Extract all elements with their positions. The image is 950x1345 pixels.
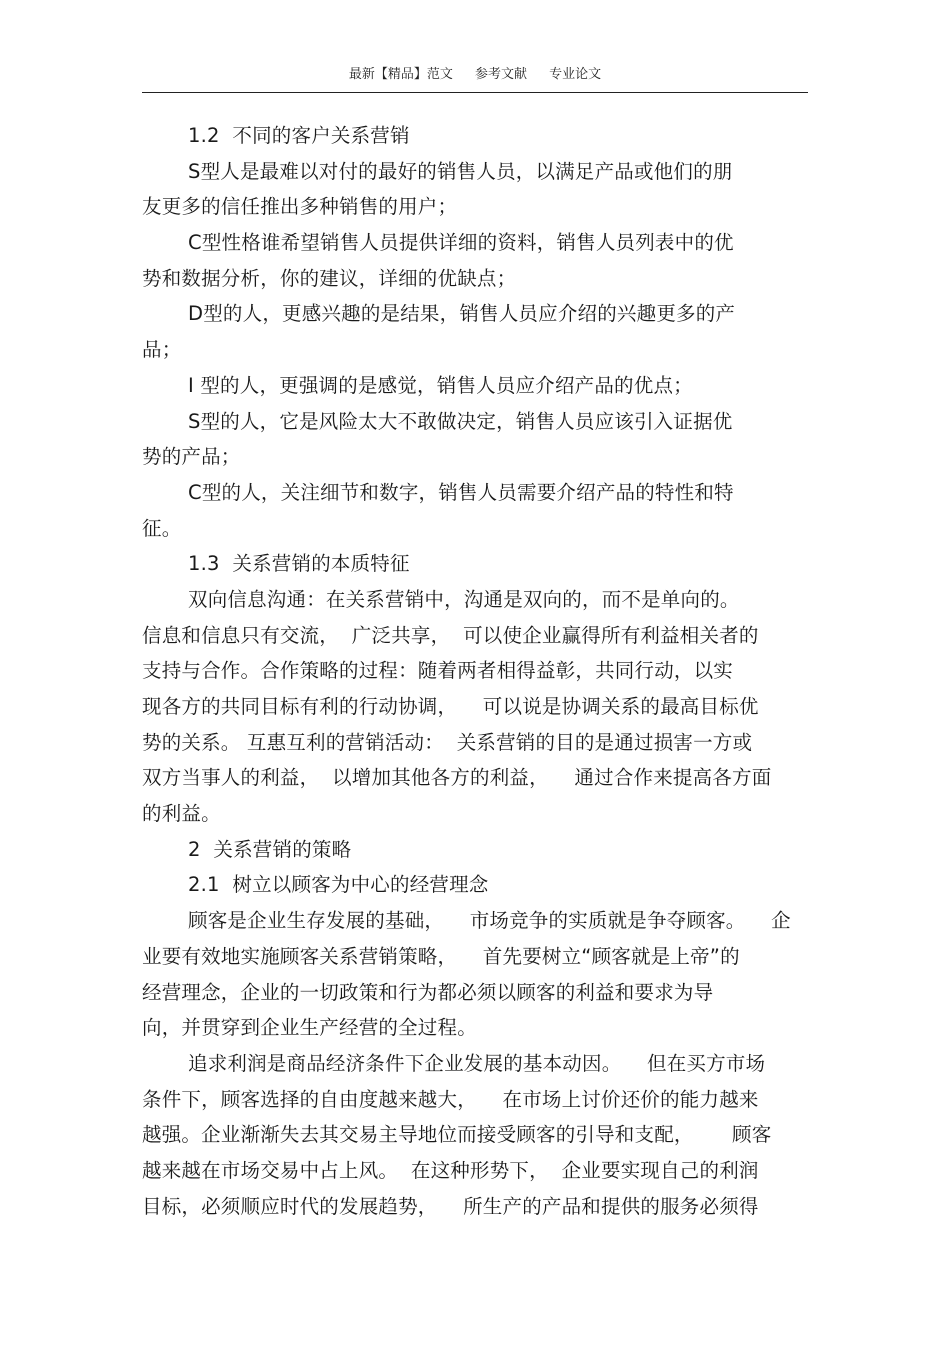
text-line: C型性格谁希望销售人员提供详细的资料，销售人员列表中的优 (188, 231, 734, 255)
text-line: 势的关系。 互惠互利的营销活动： 关系营销的目的是通过损害一方或 (142, 730, 753, 754)
header-item-latest: 最新【精品】范文 (348, 67, 453, 82)
text-line: 双向信息沟通：在关系营销中，沟通是双向的，而不是单向的。 (188, 587, 740, 611)
page-header (142, 64, 808, 93)
text-line: 1.2 不同的客户关系营销 (188, 124, 410, 147)
text-line: 势的产品； (142, 445, 241, 469)
header-item-references: 参考文献 (474, 67, 527, 82)
text-line: 向，并贯穿到企业生产经营的全过程。 (142, 1016, 477, 1040)
header-item-papers: 专业论文 (549, 67, 602, 82)
text-line: C型的人，关注细节和数字，销售人员需要介绍产品的特性和特 (188, 480, 734, 504)
text-line: 支持与合作。合作策略的过程：随着两者相得益彰，共同行动，以实 (142, 659, 734, 683)
text-line: 品； (142, 338, 182, 362)
text-line: 友更多的信任推出多种销售的用户； (142, 195, 458, 219)
text-line: S型的人，它是风险太大不敢做决定，销售人员应该引入证据优 (188, 409, 733, 433)
text-line: I 型的人，更强调的是感觉，销售人员应介绍产品的优点； (188, 373, 693, 397)
text-line: 经营理念，企业的一切政策和行为都必须以顾客的利益和要求为导 (142, 980, 714, 1004)
text-line: 现各方的共同目标有利的行动协调， 可以说是协调关系的最高目标优 (142, 695, 759, 718)
text-line: 2 关系营销的策略 (188, 837, 352, 861)
text-line: 1.3 关系营销的本质特征 (188, 552, 410, 576)
text-line: 征。 (142, 516, 182, 540)
text-line: 越强。企业渐渐失去其交易主导地位而接受顾客的引导和支配， 顾客 (142, 1123, 772, 1147)
text-line: 信息和信息只有交流， 广泛共享， 可以使企业赢得所有利益相关者的 (142, 623, 759, 647)
text-line: 业要有效地实施顾客关系营销策略， 首先要树立“顾客就是上帝”的 (142, 944, 740, 968)
text-line: 势和数据分析，你的建议，详细的优缺点； (142, 266, 517, 290)
text-line: 顾客是企业生存发展的基础， 市场竞争的实质就是争夺顾客。 企 (188, 909, 791, 933)
text-line: 越来越在市场交易中占上风。 在这种形势下， 企业要实现自己的利润 (142, 1158, 759, 1182)
text-line: S型人是最难以对付的最好的销售人员，以满足产品或他们的朋 (188, 159, 733, 183)
text-line: D型的人，更感兴趣的是结果，销售人员应介绍的兴趣更多的产 (188, 302, 736, 326)
text-line: 的利益。 (142, 802, 221, 826)
text-line: 双方当事人的利益， 以增加其他各方的利益， 通过合作来提高各方面 (142, 766, 772, 790)
text-line: 追求利润是商品经济条件下企业发展的基本动因。 但在买方市场 (188, 1051, 766, 1075)
document-body (142, 118, 808, 1224)
text-line: 2.1 树立以顾客为中心的经营理念 (188, 873, 489, 897)
text-line: 条件下，顾客选择的自由度越来越大， 在市场上讨价还价的能力越来 (142, 1087, 759, 1111)
text-line: 目标，必须顺应时代的发展趋势， 所生产的产品和提供的服务必须得 (142, 1194, 759, 1218)
